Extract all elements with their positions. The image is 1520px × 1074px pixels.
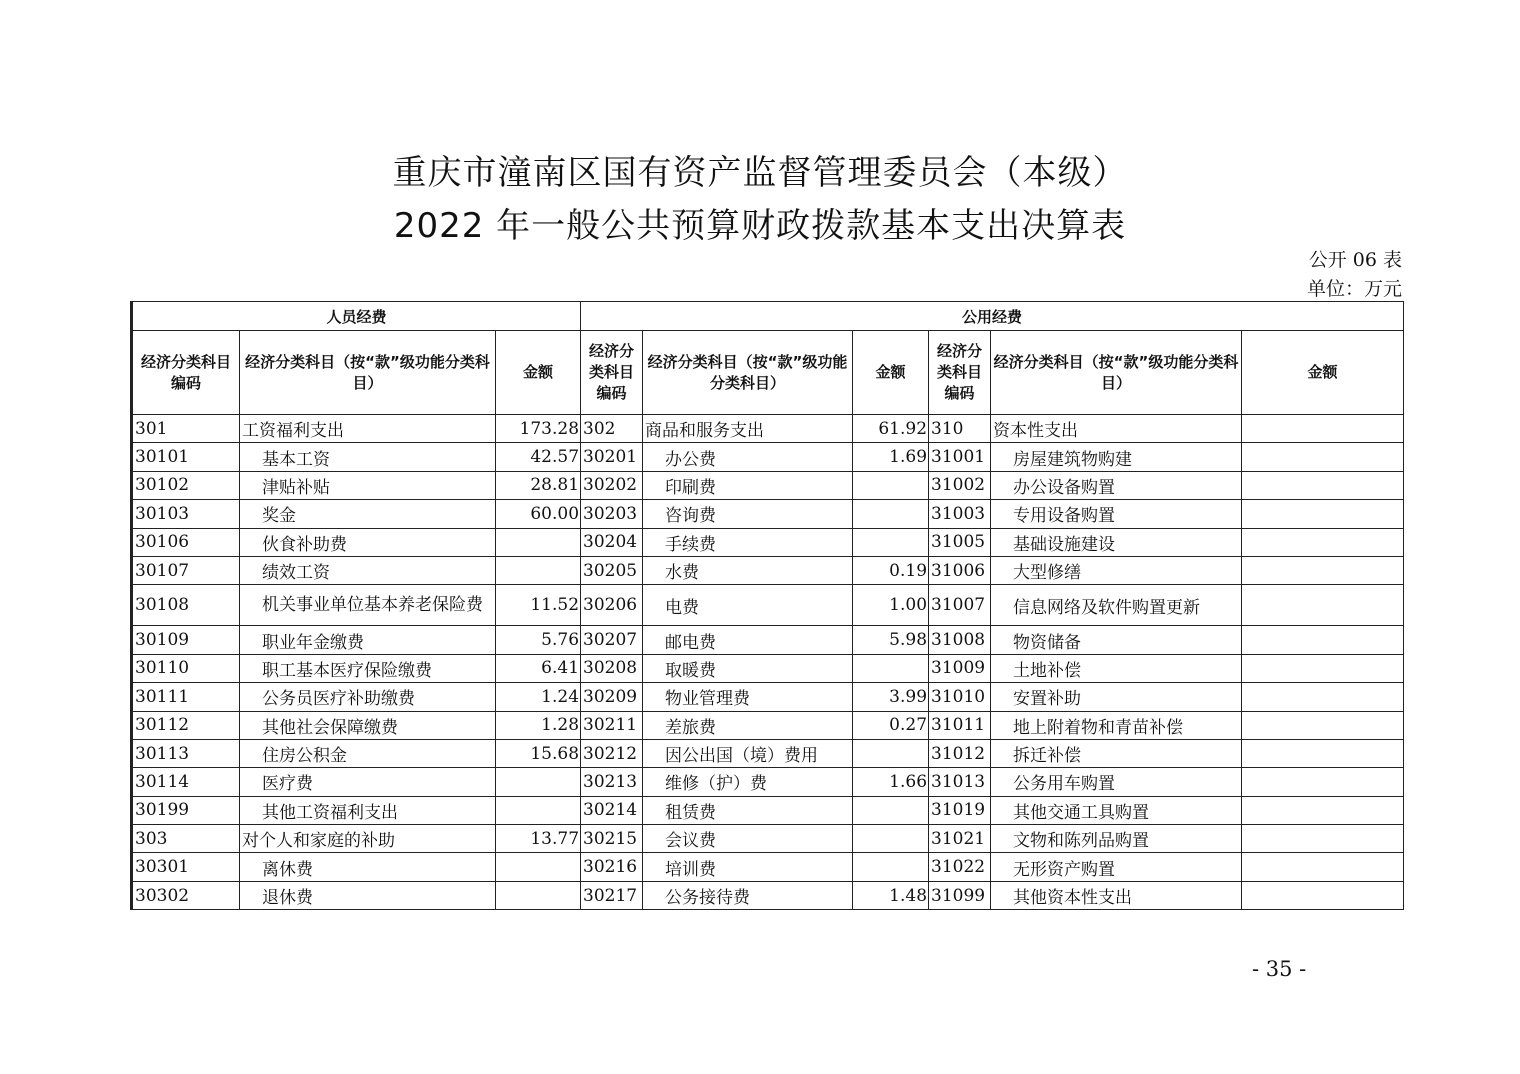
cell-amount: 61.92 (853, 415, 929, 443)
cell-code: 30114 (132, 768, 240, 796)
table-row (132, 768, 1404, 796)
cell-item-name: 电费 (643, 585, 853, 626)
cell-code: 31099 (929, 881, 991, 909)
cell-item-name: 津贴补贴 (240, 471, 496, 499)
cell-amount: 6.41 (496, 654, 581, 682)
cell-item-name: 地上附着物和青苗补偿 (991, 711, 1242, 739)
cell-code: 310 (929, 415, 991, 443)
cell-item-name: 办公费 (643, 443, 853, 471)
cell-item-name: 公务用车购置 (991, 768, 1242, 796)
cell-amount (1242, 739, 1404, 767)
cell-code: 30109 (132, 626, 240, 654)
cell-amount: 11.52 (496, 585, 581, 626)
cell-item-name: 其他工资福利支出 (240, 796, 496, 824)
cell-item-name: 租赁费 (643, 796, 853, 824)
cell-code: 30101 (132, 443, 240, 471)
cell-amount: 0.27 (853, 711, 929, 739)
col-header-amount: 金额 (496, 331, 581, 415)
cell-amount (1242, 711, 1404, 739)
cell-amount: 1.24 (496, 683, 581, 711)
cell-item-name: 物业管理费 (643, 683, 853, 711)
cell-code: 303 (132, 825, 240, 853)
cell-code: 31011 (929, 711, 991, 739)
col-header-amount: 金额 (1242, 331, 1404, 415)
cell-item-name: 商品和服务支出 (643, 415, 853, 443)
cell-item-name: 房屋建筑物购建 (991, 443, 1242, 471)
cell-amount (853, 500, 929, 528)
cell-amount: 42.57 (496, 443, 581, 471)
cell-code: 31005 (929, 528, 991, 556)
cell-amount (1242, 796, 1404, 824)
cell-item-name: 因公出国（境）费用 (643, 739, 853, 767)
cell-item-name: 其他交通工具购置 (991, 796, 1242, 824)
cell-code: 30112 (132, 711, 240, 739)
cell-item-name: 职业年金缴费 (240, 626, 496, 654)
table-row (132, 443, 1404, 471)
cell-amount (1242, 683, 1404, 711)
cell-item-name: 住房公积金 (240, 739, 496, 767)
cell-item-name: 手续费 (643, 528, 853, 556)
table-row (132, 683, 1404, 711)
col-header-name: 经济分类科目（按“款”级功能分类科目） (240, 331, 496, 415)
cell-code: 30110 (132, 654, 240, 682)
cell-item-name: 水费 (643, 556, 853, 584)
cell-amount (1242, 825, 1404, 853)
cell-item-name: 职工基本医疗保险缴费 (240, 654, 496, 682)
cell-amount: 28.81 (496, 471, 581, 499)
expenditure-table (130, 301, 1404, 910)
cell-item-name: 奖金 (240, 500, 496, 528)
cell-amount (853, 853, 929, 881)
report-title-line1: 重庆市潼南区国有资产监督管理委员会（本级） (392, 153, 1128, 193)
cell-code: 30301 (132, 853, 240, 881)
cell-item-name: 公务员医疗补助缴费 (240, 683, 496, 711)
cell-code: 31006 (929, 556, 991, 584)
table-row (132, 528, 1404, 556)
table-row (132, 585, 1404, 626)
cell-amount (853, 471, 929, 499)
cell-item-name: 土地补偿 (991, 654, 1242, 682)
cell-amount (853, 825, 929, 853)
cell-amount: 1.69 (853, 443, 929, 471)
cell-code: 30108 (132, 585, 240, 626)
cell-item-name: 离休费 (240, 853, 496, 881)
cell-item-name: 机关事业单位基本养老保险费 (240, 585, 496, 626)
cell-amount (1242, 881, 1404, 909)
col-header-name: 经济分类科目（按“款”级功能分类科目） (643, 331, 853, 415)
cell-amount (853, 739, 929, 767)
table-row (132, 825, 1404, 853)
cell-code: 30107 (132, 556, 240, 584)
col-header-code: 经济分类科目编码 (929, 331, 991, 415)
cell-amount: 3.99 (853, 683, 929, 711)
cell-code: 30302 (132, 881, 240, 909)
cell-code: 31022 (929, 853, 991, 881)
cell-code: 30199 (132, 796, 240, 824)
cell-item-name: 绩效工资 (240, 556, 496, 584)
cell-amount (1242, 626, 1404, 654)
cell-code: 31001 (929, 443, 991, 471)
cell-code: 30111 (132, 683, 240, 711)
cell-item-name: 工资福利支出 (240, 415, 496, 443)
unit-label: 单位：万元 (1306, 278, 1402, 300)
cell-code: 30203 (581, 500, 643, 528)
cell-item-name: 大型修缮 (991, 556, 1242, 584)
table-row (132, 500, 1404, 528)
cell-code: 31009 (929, 654, 991, 682)
cell-code: 30213 (581, 768, 643, 796)
col-header-code: 经济分类科目编码 (132, 331, 240, 415)
table-row (132, 415, 1404, 443)
cell-item-name: 文物和陈列品购置 (991, 825, 1242, 853)
cell-amount (1242, 585, 1404, 626)
cell-amount (853, 654, 929, 682)
table-row (132, 796, 1404, 824)
cell-code: 30209 (581, 683, 643, 711)
cell-item-name: 其他资本性支出 (991, 881, 1242, 909)
cell-code: 30103 (132, 500, 240, 528)
cell-amount (1242, 853, 1404, 881)
cell-amount: 173.28 (496, 415, 581, 443)
cell-code: 30206 (581, 585, 643, 626)
cell-item-name: 基础设施建设 (991, 528, 1242, 556)
cell-code: 31019 (929, 796, 991, 824)
table-row (132, 853, 1404, 881)
cell-amount: 1.00 (853, 585, 929, 626)
table-row (132, 739, 1404, 767)
cell-code: 31010 (929, 683, 991, 711)
cell-code: 30202 (581, 471, 643, 499)
cell-amount (496, 796, 581, 824)
table-row (132, 626, 1404, 654)
cell-code: 31008 (929, 626, 991, 654)
cell-amount: 15.68 (496, 739, 581, 767)
cell-code: 31021 (929, 825, 991, 853)
table-row (132, 881, 1404, 909)
cell-item-name: 伙食补助费 (240, 528, 496, 556)
cell-amount (1242, 500, 1404, 528)
cell-code: 31003 (929, 500, 991, 528)
cell-amount (853, 796, 929, 824)
cell-amount (1242, 556, 1404, 584)
cell-code: 30208 (581, 654, 643, 682)
cell-amount (1242, 443, 1404, 471)
form-number: 公开 06 表 (1308, 249, 1402, 271)
cell-item-name: 培训费 (643, 853, 853, 881)
cell-item-name: 办公设备购置 (991, 471, 1242, 499)
cell-amount: 13.77 (496, 825, 581, 853)
cell-item-name: 基本工资 (240, 443, 496, 471)
cell-amount (496, 768, 581, 796)
cell-amount: 1.28 (496, 711, 581, 739)
cell-code: 30207 (581, 626, 643, 654)
cell-item-name: 退休费 (240, 881, 496, 909)
cell-item-name: 信息网络及软件购置更新 (991, 585, 1242, 626)
cell-code: 30102 (132, 471, 240, 499)
cell-item-name: 资本性支出 (991, 415, 1242, 443)
cell-item-name: 邮电费 (643, 626, 853, 654)
report-title-line2: 2022 年一般公共预算财政拨款基本支出决算表 (393, 206, 1127, 246)
cell-code: 30106 (132, 528, 240, 556)
cell-code: 301 (132, 415, 240, 443)
cell-item-name: 无形资产购置 (991, 853, 1242, 881)
cell-item-name: 其他社会保障缴费 (240, 711, 496, 739)
cell-item-name: 专用设备购置 (991, 500, 1242, 528)
cell-code: 30212 (581, 739, 643, 767)
cell-amount: 1.66 (853, 768, 929, 796)
cell-amount: 5.98 (853, 626, 929, 654)
cell-amount (496, 853, 581, 881)
cell-item-name: 咨询费 (643, 500, 853, 528)
col-header-amount: 金额 (853, 331, 929, 415)
cell-amount (496, 556, 581, 584)
cell-code: 30204 (581, 528, 643, 556)
cell-code: 31013 (929, 768, 991, 796)
cell-item-name: 拆迁补偿 (991, 739, 1242, 767)
cell-item-name: 对个人和家庭的补助 (240, 825, 496, 853)
cell-code: 30214 (581, 796, 643, 824)
cell-item-name: 会议费 (643, 825, 853, 853)
cell-item-name: 差旅费 (643, 711, 853, 739)
cell-code: 31007 (929, 585, 991, 626)
cell-amount (496, 881, 581, 909)
cell-item-name: 医疗费 (240, 768, 496, 796)
cell-amount (496, 528, 581, 556)
col-header-code: 经济分类科目编码 (581, 331, 643, 415)
cell-code: 30216 (581, 853, 643, 881)
cell-code: 30217 (581, 881, 643, 909)
cell-item-name: 印刷费 (643, 471, 853, 499)
cell-amount (1242, 654, 1404, 682)
cell-code: 30211 (581, 711, 643, 739)
cell-item-name: 维修（护）费 (643, 768, 853, 796)
cell-amount: 5.76 (496, 626, 581, 654)
cell-code: 302 (581, 415, 643, 443)
table-row (132, 711, 1404, 739)
cell-amount: 60.00 (496, 500, 581, 528)
cell-amount (853, 528, 929, 556)
cell-amount (1242, 471, 1404, 499)
cell-amount (1242, 415, 1404, 443)
cell-amount (1242, 768, 1404, 796)
cell-item-name: 取暖费 (643, 654, 853, 682)
table-row (132, 654, 1404, 682)
table-row (132, 471, 1404, 499)
page-number: - 35 - (1252, 957, 1307, 981)
cell-item-name: 安置补助 (991, 683, 1242, 711)
cell-code: 31002 (929, 471, 991, 499)
cell-code: 30113 (132, 739, 240, 767)
cell-amount: 0.19 (853, 556, 929, 584)
cell-code: 30215 (581, 825, 643, 853)
table-row (132, 556, 1404, 584)
cell-amount: 1.48 (853, 881, 929, 909)
group-header-public: 公用经费 (581, 302, 1404, 331)
group-header-personnel: 人员经费 (132, 302, 581, 331)
cell-amount (1242, 528, 1404, 556)
cell-code: 31012 (929, 739, 991, 767)
cell-item-name: 公务接待费 (643, 881, 853, 909)
cell-code: 30201 (581, 443, 643, 471)
cell-code: 30205 (581, 556, 643, 584)
col-header-name: 经济分类科目（按“款”级功能分类科目） (991, 331, 1242, 415)
cell-item-name: 物资储备 (991, 626, 1242, 654)
